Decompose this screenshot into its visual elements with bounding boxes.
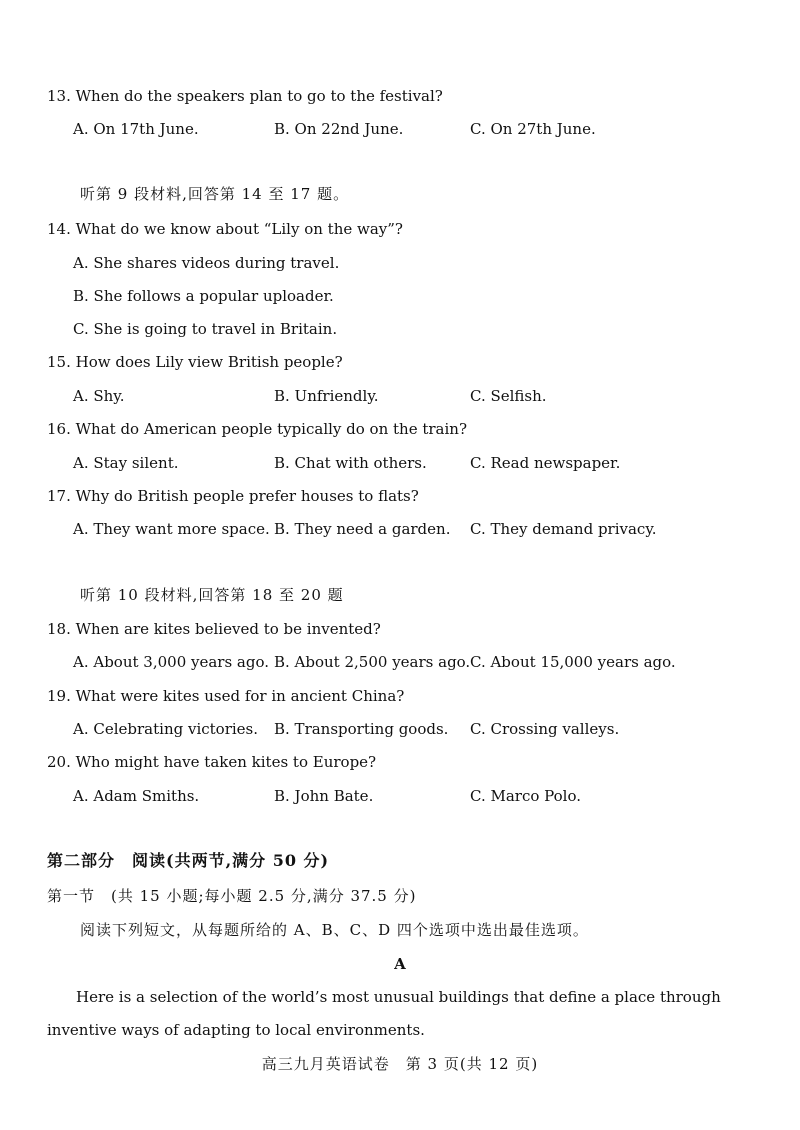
- question-15-option-b[interactable]: B. Unfriendly.: [274, 387, 379, 405]
- question-18-stem: 18. When are kites believed to be invented?: [47, 620, 381, 638]
- question-16-option-c[interactable]: C. Read newspaper.: [470, 454, 621, 472]
- question-16-stem: 16. What do American people typically do on the train?: [47, 420, 467, 438]
- passage-text-line-2: inventive ways of adapting to local environments.: [47, 1021, 425, 1039]
- question-14-option-b[interactable]: B. She follows a popular uploader.: [73, 287, 334, 305]
- question-14-option-c[interactable]: C. She is going to travel in Britain.: [73, 320, 338, 338]
- question-19-stem: 19. What were kites used for in ancient China?: [47, 687, 405, 705]
- part-2-heading: 第二部分 阅读(共两节,满分 50 分): [47, 851, 330, 870]
- question-17-option-a[interactable]: A. They want more space.: [73, 520, 270, 538]
- question-15-option-c[interactable]: C. Selfish.: [470, 387, 547, 405]
- question-16-option-b[interactable]: B. Chat with others.: [274, 454, 427, 472]
- reading-instruction: 阅读下列短文，从每题所给的 A、B、C、D 四个选项中选出最佳选项。: [80, 921, 589, 939]
- question-15-stem: 15. How does Lily view British people?: [47, 353, 343, 371]
- passage-label: A: [394, 955, 406, 973]
- question-14-option-a[interactable]: A. She shares videos during travel.: [73, 254, 340, 272]
- question-19-option-b[interactable]: B. Transporting goods.: [274, 720, 449, 738]
- question-17-option-c[interactable]: C. They demand privacy.: [470, 520, 657, 538]
- question-20-option-c[interactable]: C. Marco Polo.: [470, 787, 581, 805]
- question-17-stem: 17. Why do British people prefer houses to flats?: [47, 487, 419, 505]
- part-2-section-1-heading: 第一节 (共 15 小题;每小题 2.5 分,满分 37.5 分): [47, 887, 417, 905]
- question-17-option-b[interactable]: B. They need a garden.: [274, 520, 451, 538]
- section-9-instruction: 听第 9 段材料,回答第 14 至 17 题。: [80, 185, 350, 203]
- question-20-stem: 20. Who might have taken kites to Europe?: [47, 753, 377, 771]
- question-15-option-a[interactable]: A. Shy.: [73, 387, 125, 405]
- question-18-option-c[interactable]: C. About 15,000 years ago.: [470, 653, 676, 671]
- question-13-option-a[interactable]: A. On 17th June.: [73, 120, 199, 138]
- page-footer: 高三九月英语试卷 第 3 页(共 12 页): [261, 1055, 539, 1073]
- question-18-option-a[interactable]: A. About 3,000 years ago.: [73, 653, 270, 671]
- question-14-stem: 14. What do we know about “Lily on the way”?: [47, 220, 403, 238]
- question-18-option-b[interactable]: B. About 2,500 years ago.: [274, 653, 471, 671]
- question-20-option-b[interactable]: B. John Bate.: [274, 787, 374, 805]
- question-13-option-b[interactable]: B. On 22nd June.: [274, 120, 404, 138]
- section-10-instruction: 听第 10 段材料,回答第 18 至 20 题: [80, 586, 344, 604]
- question-13-option-c[interactable]: C. On 27th June.: [470, 120, 596, 138]
- question-19-option-c[interactable]: C. Crossing valleys.: [470, 720, 620, 738]
- question-16-option-a[interactable]: A. Stay silent.: [73, 454, 179, 472]
- question-19-option-a[interactable]: A. Celebrating victories.: [73, 720, 259, 738]
- question-13-stem: 13. When do the speakers plan to go to the festival?: [47, 87, 443, 105]
- passage-text-line-1: Here is a selection of the world’s most unusual buildings that define a place through: [76, 988, 721, 1006]
- question-20-option-a[interactable]: A. Adam Smiths.: [73, 787, 200, 805]
